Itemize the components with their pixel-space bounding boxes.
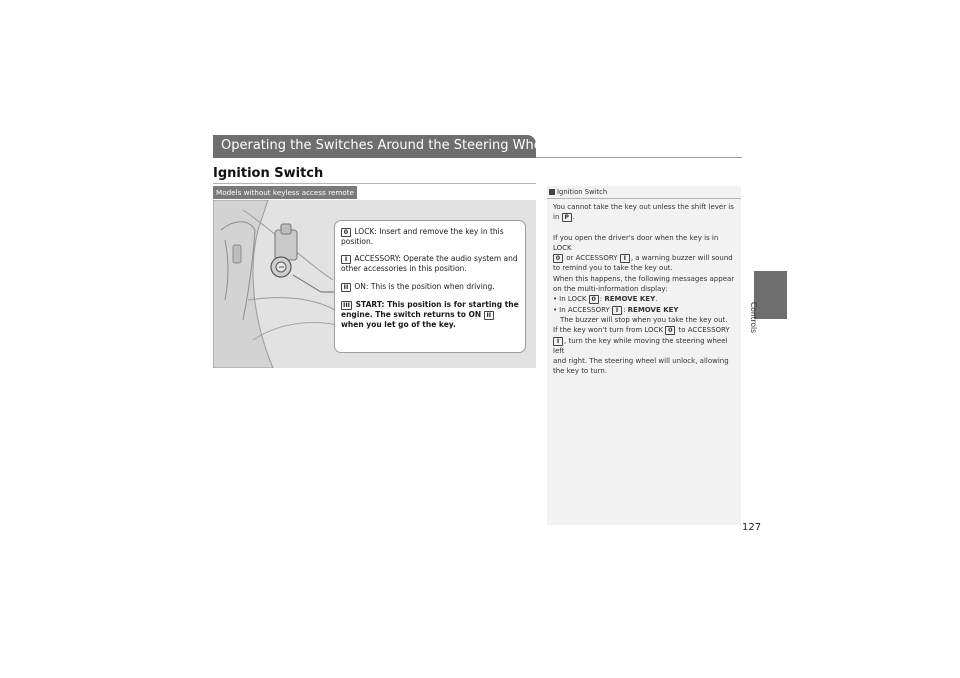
key-positions-callout bbox=[334, 220, 526, 353]
lock-key-mark: 0 bbox=[665, 326, 675, 335]
sidebar-line: 0 or ACCESSORY I , a warning buzzer will sound bbox=[553, 253, 737, 263]
chapter-tab bbox=[754, 271, 787, 319]
section-title: Operating the Switches Around the Steering Wheel bbox=[221, 138, 554, 153]
sidebar-line: I , turn the key while moving the steering wheel left bbox=[553, 336, 728, 355]
lock-key-mark: 0 bbox=[553, 254, 563, 263]
on-key-mark: II bbox=[341, 283, 351, 292]
accessory-position: I ACCESSORY: Operate the audio system and other accessories in this position. bbox=[341, 254, 518, 274]
models-tag: Models without keyless access remote bbox=[213, 186, 357, 199]
sidebar-line: to remind you to take the key out. bbox=[553, 264, 673, 273]
start-position: III START: This position is for starting the engine. The switch returns to ON II when you let go of the key. bbox=[341, 299, 519, 329]
sidebar-bullet: • In LOCK 0 : REMOVE KEY. bbox=[553, 294, 737, 304]
accessory-key-mark: I bbox=[620, 254, 630, 263]
sidebar-line: in P . bbox=[553, 213, 575, 222]
park-key-mark: P bbox=[562, 213, 572, 222]
lock-position: 0 LOCK: Insert and remove the key in this position. bbox=[341, 227, 504, 246]
on-key-mark-inline: II bbox=[484, 311, 494, 320]
title-divider bbox=[213, 183, 536, 184]
sidebar-line: the key to turn. bbox=[553, 367, 608, 376]
sidebar-line: and right. The steering wheel will unlock, allowing bbox=[553, 357, 729, 366]
sidebar-body bbox=[553, 202, 737, 377]
sidebar-line: The buzzer will stop when you take the key out. bbox=[560, 315, 728, 324]
section-header-bar bbox=[213, 135, 554, 158]
section-divider bbox=[536, 157, 742, 158]
notes-sidebar bbox=[547, 186, 741, 525]
note-marker-icon bbox=[549, 189, 555, 195]
sidebar-line: When this happens, the following messages appear bbox=[553, 274, 735, 283]
sidebar-line: If the key won't turn from LOCK 0 to ACCESSORY bbox=[553, 326, 730, 335]
sidebar-heading: Ignition Switch bbox=[549, 188, 607, 196]
sidebar-line: If you open the driver's door when the key is in LOCK bbox=[553, 233, 719, 252]
on-position: II ON: This is the position when driving. bbox=[341, 282, 519, 292]
page-number: 127 bbox=[742, 522, 762, 533]
lock-key-mark: 0 bbox=[341, 228, 351, 237]
accessory-key-mark: I bbox=[612, 306, 622, 315]
sidebar-divider bbox=[547, 198, 741, 199]
page-title: Ignition Switch bbox=[213, 166, 324, 181]
sidebar-line: on the multi-information display: bbox=[553, 285, 668, 294]
accessory-key-mark: I bbox=[553, 337, 563, 346]
start-key-mark: III bbox=[343, 301, 351, 309]
sidebar-bullet: • In ACCESSORY I : REMOVE KEY bbox=[553, 305, 737, 315]
accessory-key-mark: I bbox=[341, 255, 351, 264]
sidebar-line: You cannot take the key out unless the shift lever is bbox=[553, 203, 734, 211]
chapter-tab-label: Controls bbox=[749, 302, 758, 334]
lock-key-mark: 0 bbox=[589, 295, 599, 304]
